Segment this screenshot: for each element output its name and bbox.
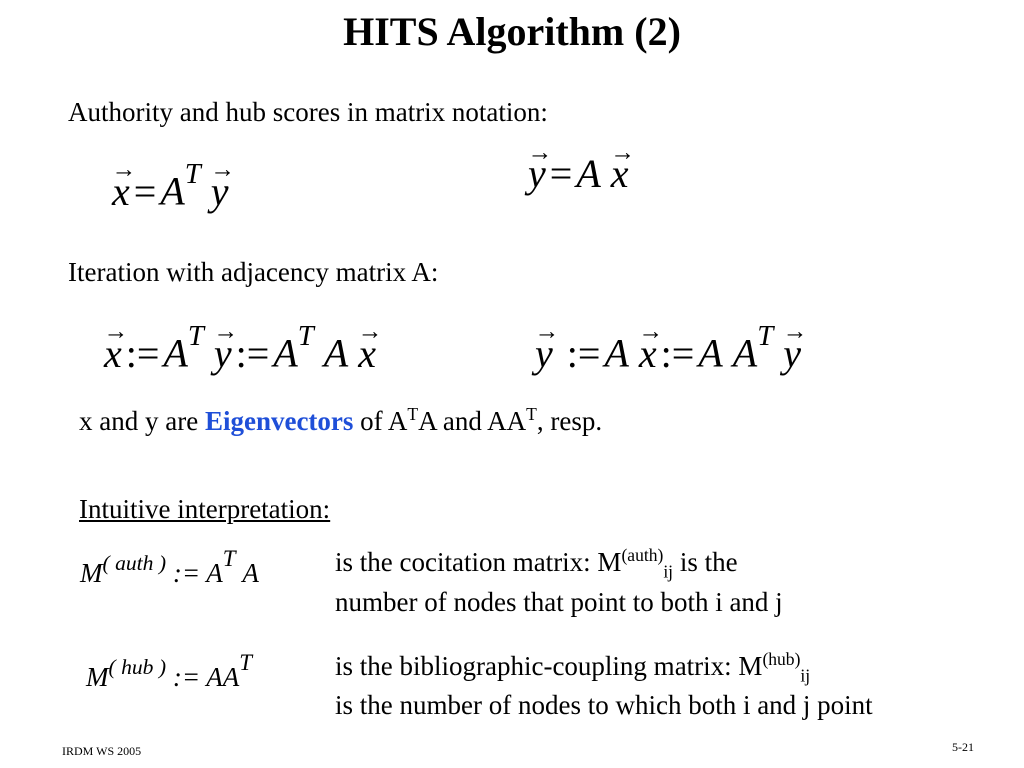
vector-x: → x [639, 330, 657, 377]
eigen-sup1: T [407, 404, 419, 424]
equation-iteration-hub [535, 320, 801, 377]
vector-y: → y [535, 330, 553, 377]
equation-authority [112, 158, 229, 215]
coupling-line1 [335, 649, 810, 686]
cocitation-formula [80, 546, 259, 589]
eigen-middle: of A [353, 406, 408, 436]
assign-sign: := [566, 330, 601, 376]
matrix-A: A [242, 558, 259, 589]
vector-x: → x [104, 330, 122, 377]
eigen-prefix: x and y are [79, 406, 205, 436]
matrix-A: A [323, 330, 349, 376]
coupling-line1-prefix: is the bibliographic-coupling matrix: M [335, 651, 763, 681]
vector-y: → y [528, 150, 546, 197]
matrix-M: M [80, 558, 103, 589]
matrix-A: A [160, 168, 185, 214]
page-title: HITS Algorithm (2) [343, 9, 681, 54]
intuitive-heading: Intuitive interpretation: [79, 494, 331, 524]
vector-y: → y [214, 330, 232, 377]
transpose-T: T [297, 320, 314, 352]
equation-hub [528, 150, 629, 197]
cocitation-sub: ij [663, 561, 674, 582]
coupling-sub: ij [800, 665, 811, 686]
vector-y: → y [783, 330, 801, 377]
transpose-T: T [757, 320, 774, 352]
vector-x: → x [611, 150, 629, 197]
assign-sign: := [660, 330, 695, 376]
matrix-A: A [163, 330, 188, 376]
cocitation-line1 [335, 545, 738, 582]
matrix-M: M [86, 662, 109, 693]
coupling-sup: (hub) [762, 649, 801, 669]
transpose-T: T [222, 546, 236, 571]
transpose-T: T [187, 320, 204, 352]
eigen-suffix: , resp. [536, 406, 603, 436]
cocitation-line2: number of nodes that point to both i and j [335, 587, 783, 617]
cocitation-sup: (auth) [621, 545, 664, 565]
transpose-T: T [239, 650, 253, 675]
cocitation-line1-suffix: is the [673, 547, 738, 577]
assign-expression: := AA [172, 662, 240, 693]
auth-superscript: ( auth ) [102, 551, 167, 576]
vector-x: → x [112, 168, 130, 215]
assign-expression: := A [172, 558, 223, 589]
eigen-middle2: A and AA [418, 406, 527, 436]
coupling-line2: is the number of nodes to which both i and j point [335, 690, 873, 720]
vector-y: → y [211, 168, 229, 215]
assign-sign: := [125, 330, 160, 376]
cocitation-line1-prefix: is the cocitation matrix: M [335, 547, 622, 577]
vector-x: → x [358, 330, 376, 377]
matrix-A: A [732, 330, 758, 376]
matrix-A: A [273, 330, 298, 376]
iteration-label: Iteration with adjacency matrix A: [68, 257, 439, 287]
transpose-T: T [184, 158, 201, 190]
equation-iteration-authority [104, 320, 376, 377]
footer-page-number: 5-21 [952, 740, 974, 754]
matrix-A: A [576, 151, 601, 196]
assign-sign: := [235, 330, 270, 376]
footer-course: IRDM WS 2005 [62, 744, 142, 758]
intro-text: Authority and hub scores in matrix notation: [68, 97, 548, 127]
eigenvectors-line [79, 404, 602, 437]
eigenvectors-highlight: Eigenvectors [204, 406, 354, 436]
equals-sign: = [133, 168, 157, 214]
hub-superscript: ( hub ) [108, 655, 167, 680]
eigen-sup2: T [526, 404, 537, 424]
matrix-A: A [604, 330, 629, 376]
equals-sign: = [549, 151, 573, 196]
coupling-formula [86, 650, 252, 693]
matrix-A: A [698, 330, 723, 376]
